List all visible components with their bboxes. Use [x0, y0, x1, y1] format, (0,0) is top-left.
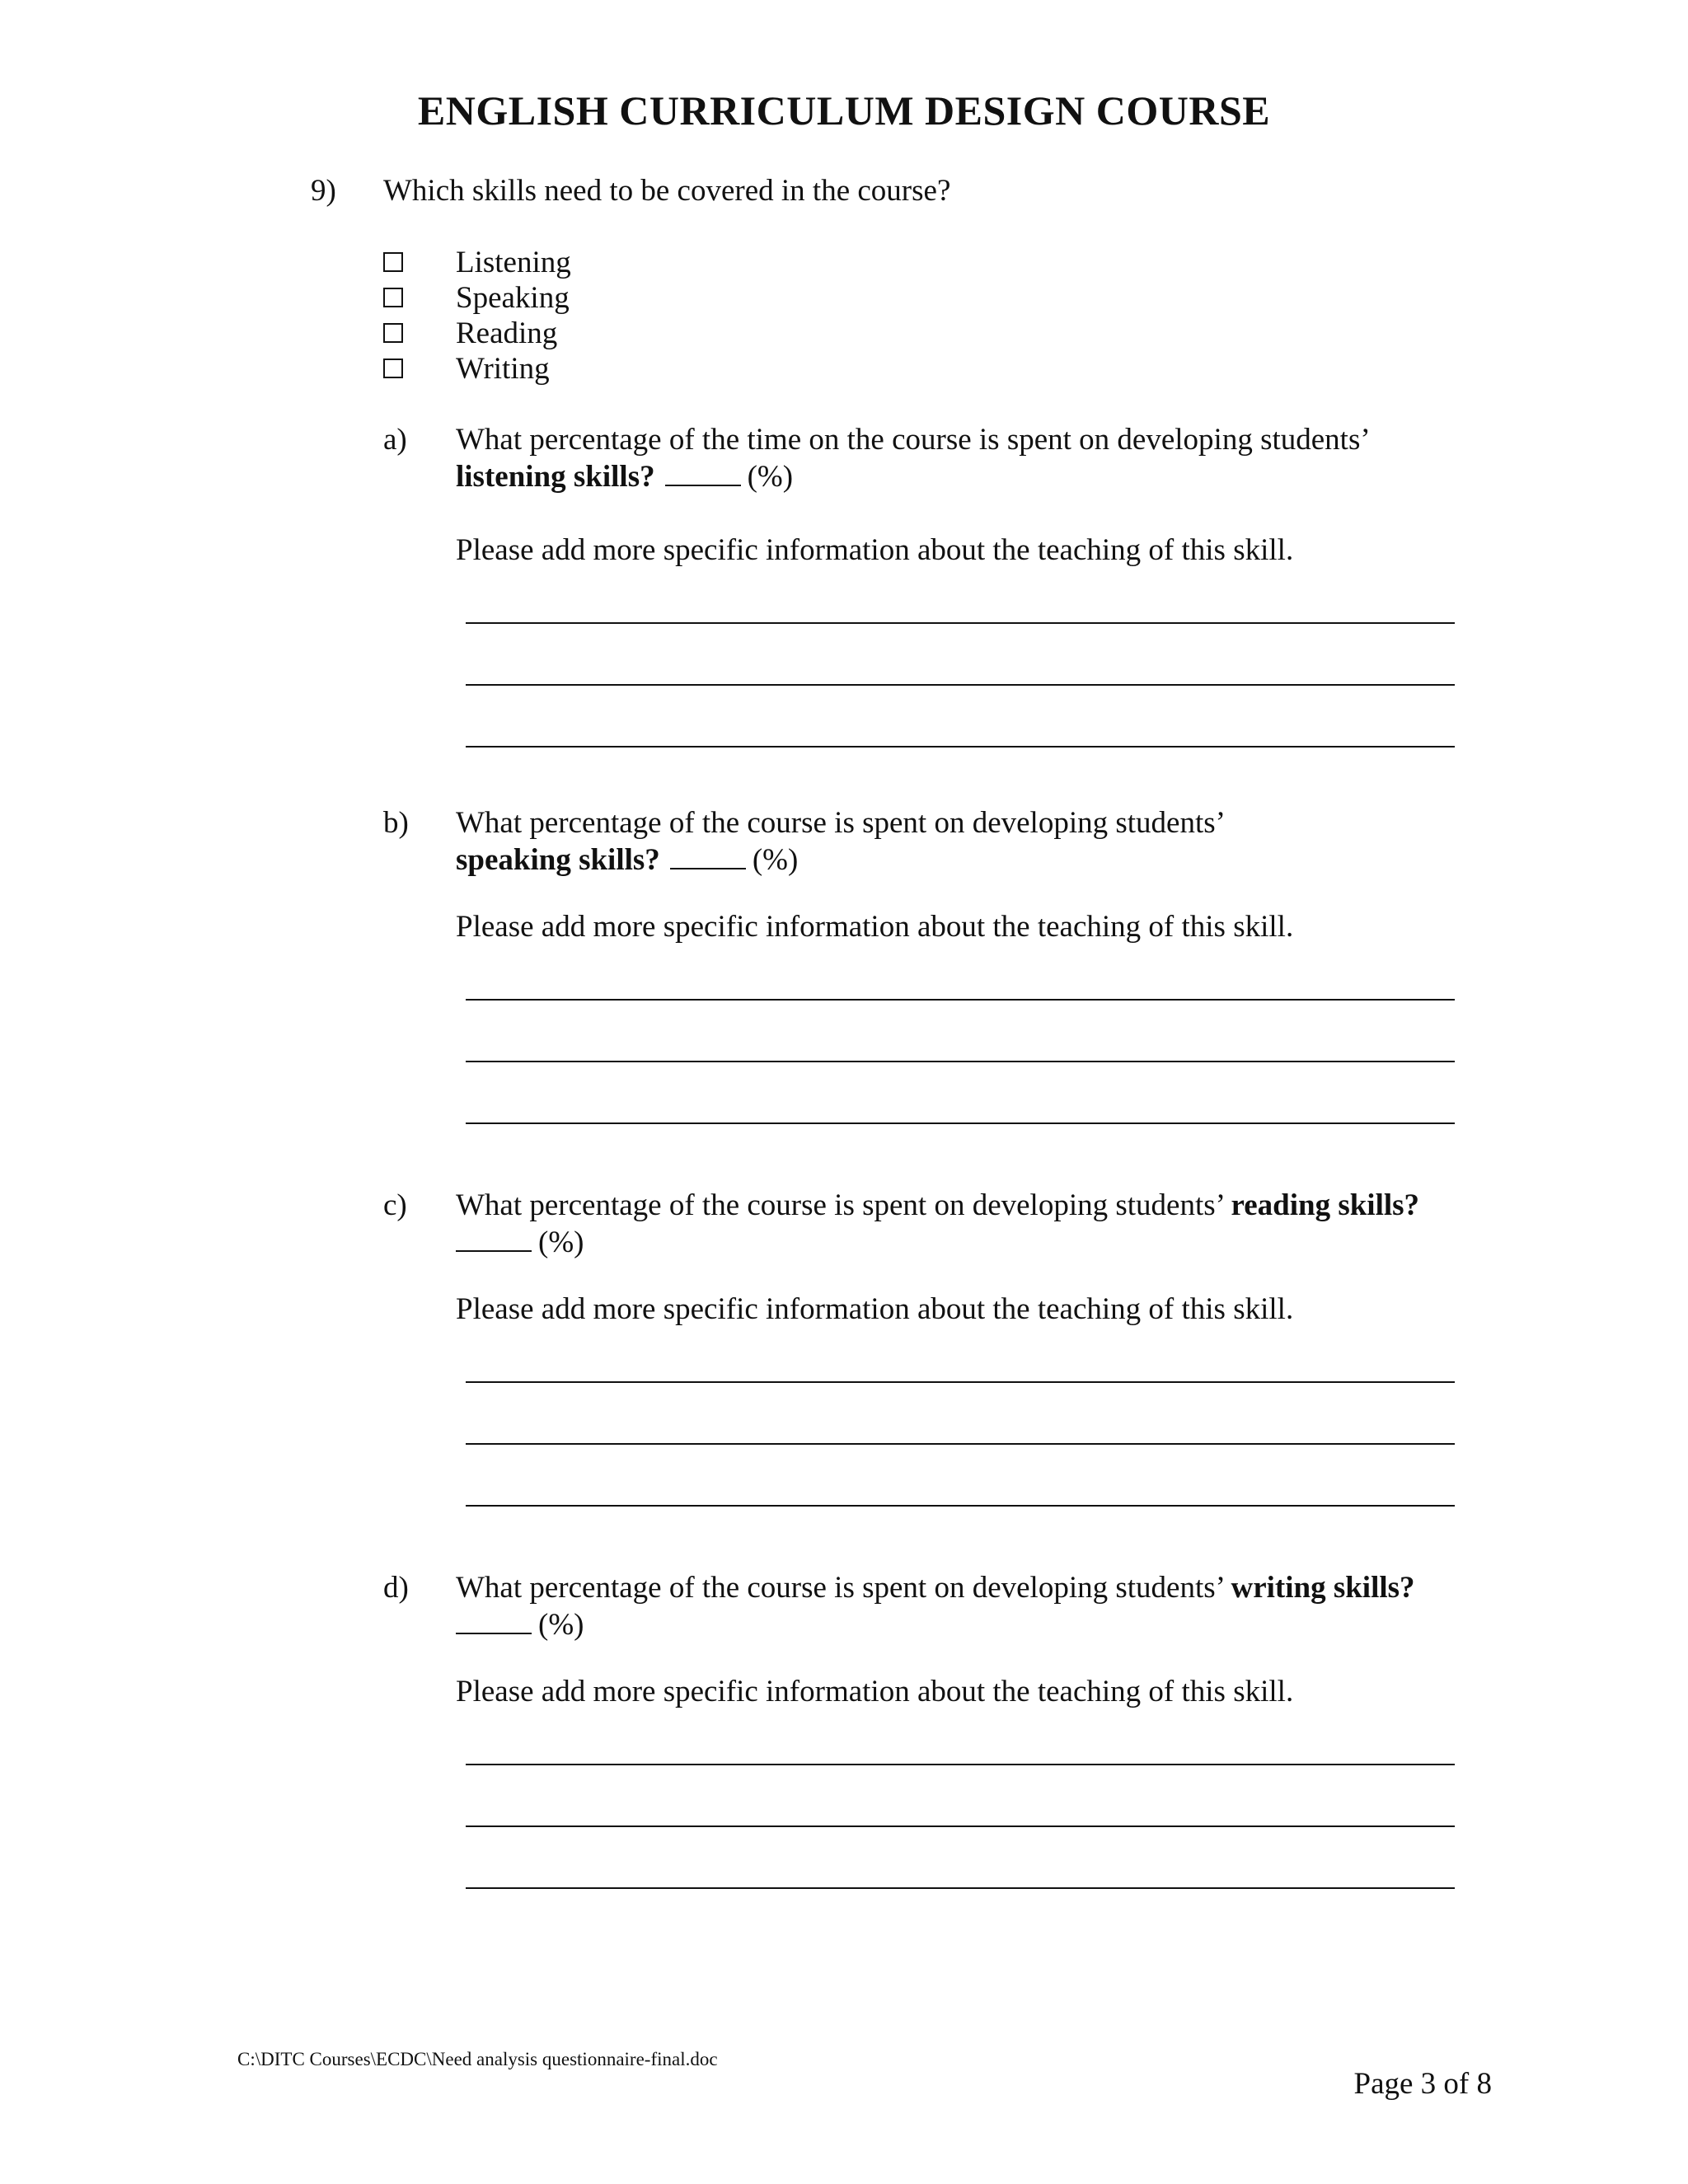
subquestion-text: What percentage of the course is spent on developing students’ [456, 1188, 1224, 1222]
option-label: Writing [456, 352, 550, 386]
subquestion-text: What percentage of the time on the course is spent on developing students’ [456, 423, 1368, 457]
subquestion-letter: d) [383, 1571, 409, 1605]
skill-name: reading skills? [1231, 1188, 1420, 1222]
answer-line[interactable] [466, 1443, 1455, 1445]
checkbox-icon[interactable] [383, 288, 403, 307]
checkbox-icon[interactable] [383, 252, 403, 272]
subquestion-letter: c) [383, 1188, 407, 1222]
subquestion-letter: b) [383, 806, 409, 840]
answer-line[interactable] [466, 1381, 1455, 1383]
question-text: Which skills need to be covered in the course? [383, 174, 951, 208]
subquestion-letter: a) [383, 423, 407, 457]
answer-line[interactable] [466, 1122, 1455, 1124]
option-label: Listening [456, 246, 571, 279]
page-number: Page 3 of 8 [1353, 2067, 1492, 2101]
checkbox-icon[interactable] [383, 359, 403, 378]
percentage-blank[interactable] [456, 1224, 532, 1252]
answer-line[interactable] [466, 746, 1455, 748]
answer-line[interactable] [466, 1825, 1455, 1827]
answer-line[interactable] [466, 684, 1455, 686]
answer-line[interactable] [466, 622, 1455, 624]
answer-line[interactable] [466, 1061, 1455, 1062]
answer-line[interactable] [466, 1887, 1455, 1889]
skill-name: listening skills? [456, 460, 655, 494]
checkbox-icon[interactable] [383, 323, 403, 343]
answer-line[interactable] [466, 1505, 1455, 1507]
footer-file-path: C:\DITC Courses\ECDC\Need analysis questionnaire-final.doc [237, 2049, 718, 2069]
percent-unit: (%) [538, 1226, 584, 1259]
info-prompt: Please add more specific information about the teaching of this skill. [456, 1292, 1294, 1326]
subquestion-text: What percentage of the course is spent on developing students’ [456, 1571, 1224, 1605]
subquestion-text: What percentage of the course is spent on developing students’ [456, 806, 1224, 840]
skill-name: writing skills? [1231, 1571, 1415, 1605]
info-prompt: Please add more specific information about the teaching of this skill. [456, 1675, 1294, 1708]
percent-unit: (%) [747, 460, 794, 494]
answer-line[interactable] [466, 1764, 1455, 1765]
percentage-blank[interactable] [665, 458, 741, 486]
question-number: 9) [311, 174, 336, 208]
page-title: ENGLISH CURRICULUM DESIGN COURSE [417, 87, 1271, 134]
skill-name: speaking skills? [456, 843, 660, 877]
info-prompt: Please add more specific information about the teaching of this skill. [456, 910, 1294, 944]
percentage-blank[interactable] [670, 841, 746, 869]
info-prompt: Please add more specific information about the teaching of this skill. [456, 533, 1294, 567]
percent-unit: (%) [752, 843, 799, 877]
option-label: Reading [456, 316, 558, 350]
percentage-blank[interactable] [456, 1606, 532, 1634]
percent-unit: (%) [538, 1608, 584, 1642]
answer-line[interactable] [466, 999, 1455, 1001]
option-label: Speaking [456, 281, 570, 315]
